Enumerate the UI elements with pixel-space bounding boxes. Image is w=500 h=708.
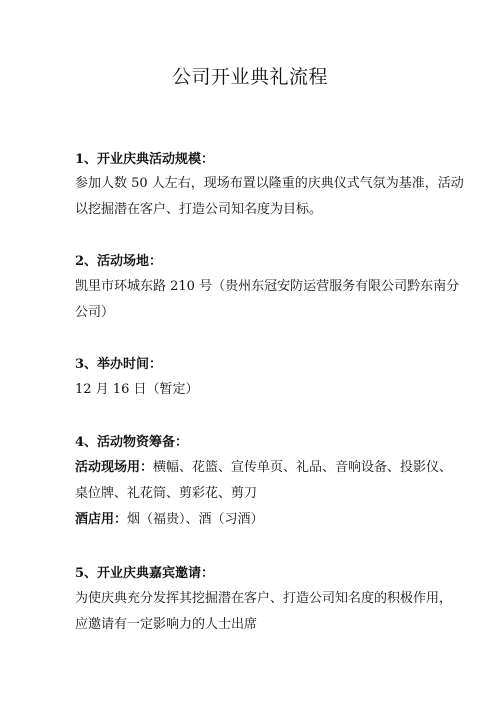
section-4-item-1-label: 活动现场用：	[75, 460, 154, 475]
section-2-line-2: 公司）	[75, 305, 115, 320]
section-4-item-1-continuation: 桌位牌、礼花筒、剪彩花、剪刀	[75, 486, 258, 501]
section-4-item-2-label: 酒店用：	[75, 512, 128, 527]
section-1-heading: 1、开业庆典活动规模：	[75, 152, 215, 167]
section-5-line-2: 应邀请有一定影响力的人士出席	[75, 617, 258, 632]
section-1-line-1: 参加人数 50 人左右，现场布置以隆重的庆典仪式气氛为基准，活动	[75, 176, 464, 191]
section-4-item-2	[75, 508, 264, 527]
section-4-item-1-text: 横幅、花篮、宣传单页、礼品、音响设备、投影仪、	[153, 460, 453, 475]
section-4-item-2-text: 烟（福贵）、酒（习酒）	[127, 512, 264, 527]
section-3-line-1: 12 月 16 日（暂定）	[75, 382, 199, 397]
section-4-heading: 4、活动物资筹备：	[75, 435, 189, 450]
document-title: 公司开业典礼流程	[171, 66, 328, 88]
section-4-item-1	[75, 456, 452, 475]
section-5-line-1: 为使庆典充分发挥其挖掘潜在客户、打造公司知名度的积极作用，	[75, 591, 453, 606]
section-1-line-2: 以挖掘潜在客户、打造公司知名度为目标。	[75, 202, 323, 217]
section-2-line-1: 凯里市环城东路 210 号（贵州东冠安防运营服务有限公司黔东南分	[75, 279, 460, 294]
section-2-heading: 2、活动场地：	[75, 254, 163, 269]
section-3-heading: 3、举办时间：	[75, 357, 163, 372]
section-5-heading: 5、开业庆典嘉宾邀请：	[75, 566, 215, 581]
